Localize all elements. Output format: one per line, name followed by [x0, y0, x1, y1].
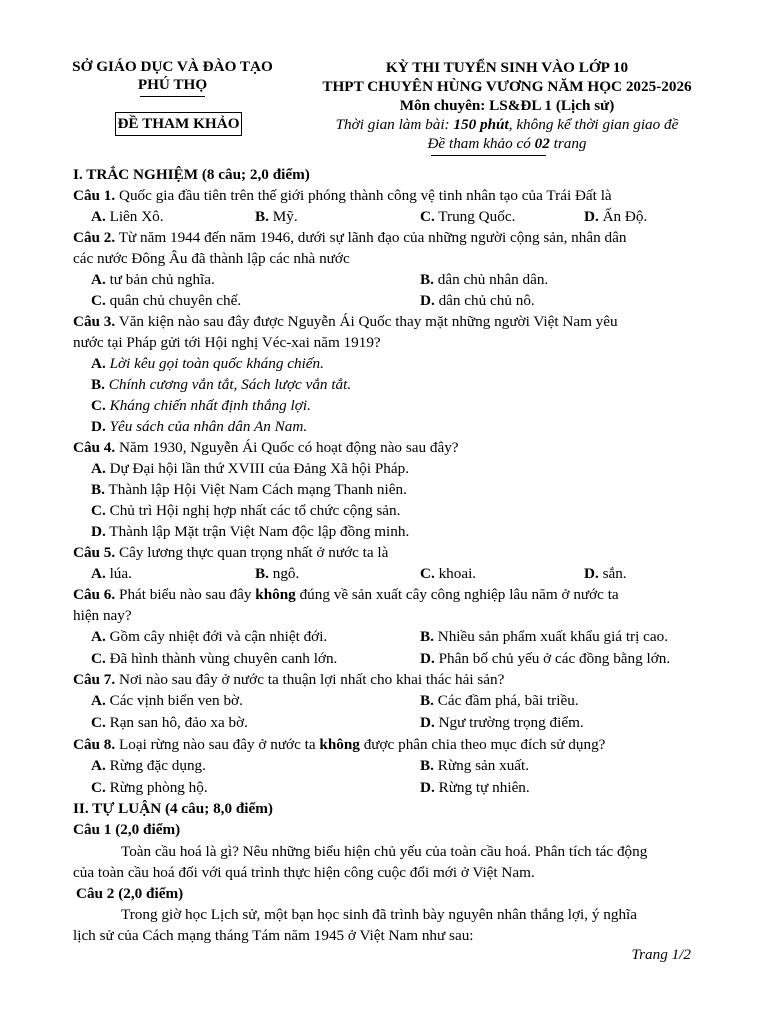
question-6: Câu 6. Phát biểu nào sau đây không đúng về sản xuất cây công nghiệp lâu năm ở nước ta [73, 586, 619, 603]
q4-option-d: D. Thành lập Mặt trận Việt Nam độc lập đồng minh. [91, 523, 410, 540]
page-number: Trang 1/2 [631, 946, 691, 963]
question-6-cont: hiện nay? [73, 607, 132, 624]
department-name: SỞ GIÁO DỤC VÀ ĐÀO TẠO [72, 58, 273, 75]
essay-question-1-line1: Toàn cầu hoá là gì? Nêu những biểu hiện chủ yếu của toàn cầu hoá. Phân tích tác động [121, 843, 648, 860]
question-7: Câu 7. Nơi nào sau đây ở nước ta thuận lợi nhất cho khai thác hải sản? [73, 671, 505, 688]
time-line: Thời gian làm bài: 150 phút, không kể thời gian giao đề [335, 116, 679, 133]
exam-header [286, 58, 728, 153]
department-header [60, 58, 285, 94]
essay-question-2-label: Câu 2 (2,0 điểm) [76, 885, 184, 902]
q6-option-d: D. Phân bố chủ yếu ở các đồng bằng lớn. [420, 650, 671, 667]
essay-question-1-line2: của toàn cầu hoá đối với quá trình thực hiện công cuộc đổi mới ở Việt Nam. [73, 864, 535, 881]
q2-option-c: C. quân chủ chuyên chế. [91, 292, 242, 309]
q3-option-b: B. Chính cương vắn tắt, Sách lược vắn tắt. [91, 376, 352, 393]
q6-option-c: C. Đã hình thành vùng chuyên canh lớn. [91, 650, 338, 667]
question-2: Câu 2. Từ năm 1944 đến năm 1946, dưới sự lãnh đạo của những người cộng sản, nhân dân [73, 229, 627, 246]
q1-option-b: B. Mỹ. [255, 208, 298, 225]
q3-option-d: D. Yêu sách của nhân dân An Nam. [91, 418, 308, 435]
province-name: PHÚ THỌ [137, 76, 208, 93]
subject-line: Môn chuyên: LS&ĐL 1 (Lịch sử) [399, 97, 615, 114]
q6-option-b: B. Nhiều sản phẩm xuất khẩu giá trị cao. [420, 628, 669, 645]
question-8: Câu 8. Loại rừng nào sau đây ở nước ta không được phân chia theo mục đích sử dụng? [73, 736, 606, 753]
q2-option-b: B. dân chủ nhân dân. [420, 271, 549, 288]
reference-exam-label: ĐỀ THAM KHẢO [115, 112, 242, 136]
q1-option-c: C. Trung Quốc. [420, 208, 516, 225]
q4-option-c: C. Chủ trì Hội nghị hợp nhất các tổ chức cộng sản. [91, 502, 401, 519]
school-line: THPT CHUYÊN HÙNG VƯƠNG NĂM HỌC 2025-2026 [322, 78, 692, 95]
q6-option-a: A. Gồm cây nhiệt đới và cận nhiệt đới. [91, 628, 328, 645]
part1-heading: I. TRẮC NGHIỆM (8 câu; 2,0 điểm) [73, 166, 310, 183]
q2-option-a: A. tư bản chủ nghĩa. [91, 271, 215, 288]
q3-option-c: C. Kháng chiến nhất định thắng lợi. [91, 397, 311, 414]
q5-option-d: D. sắn. [584, 565, 627, 582]
essay-question-1-label: Câu 1 (2,0 điểm) [73, 821, 181, 838]
question-1: Câu 1. Quốc gia đầu tiên trên thế giới phóng thành công vệ tinh nhân tạo của Trái Đất là [73, 187, 612, 204]
exam-title: KỲ THI TUYỂN SINH VÀO LỚP 10 [385, 59, 629, 76]
q5-option-c: C. khoai. [420, 565, 477, 582]
question-3-cont: nước tại Pháp gửi tới Hội nghị Véc-xai năm 1919? [73, 334, 381, 351]
q8-option-c: C. Rừng phòng hộ. [91, 779, 208, 796]
q8-option-d: D. Rừng tự nhiên. [420, 779, 530, 796]
q1-option-d: D. Ấn Độ. [584, 208, 648, 225]
question-4: Câu 4. Năm 1930, Nguyễn Ái Quốc có hoạt động nào sau đây? [73, 439, 459, 456]
q4-option-a: A. Dự Đại hội lần thứ XVIII của Đảng Xã hội Pháp. [91, 460, 410, 477]
q7-option-d: D. Ngư trường trọng điểm. [420, 714, 584, 731]
essay-question-2-line2: lịch sử của Cách mạng tháng Tám năm 1945 ở Việt Nam như sau: [73, 927, 474, 944]
question-5: Câu 5. Cây lương thực quan trọng nhất ở nước ta là [73, 544, 389, 561]
q7-option-b: B. Các đầm phá, bãi triều. [420, 692, 579, 709]
q5-option-a: A. lúa. [91, 565, 132, 582]
q7-option-c: C. Rạn san hô, đảo xa bờ. [91, 714, 248, 731]
pages-line: Đề tham khảo có 02 trang [427, 135, 587, 152]
q4-option-b: B. Thành lập Hội Việt Nam Cách mạng Thanh niên. [91, 481, 407, 498]
part2-heading: II. TỰ LUẬN (4 câu; 8,0 điểm) [73, 800, 273, 817]
essay-question-2-line1: Trong giờ học Lịch sử, một bạn học sinh đã trình bày nguyên nhân thắng lợi, ý nghĩa [121, 906, 637, 923]
q8-option-b: B. Rừng sản xuất. [420, 757, 530, 774]
q1-option-a: A. Liên Xô. [91, 208, 164, 225]
q2-option-d: D. dân chủ chủ nô. [420, 292, 535, 309]
q7-option-a: A. Các vịnh biển ven bờ. [91, 692, 243, 709]
q3-option-a: A. Lời kêu gọi toàn quốc kháng chiến. [91, 355, 324, 372]
question-2-cont: các nước Đông Âu đã thành lập các nhà nước [73, 250, 350, 267]
question-3: Câu 3. Văn kiện nào sau đây được Nguyễn Ái Quốc thay mặt những người Việt Nam yêu [73, 313, 618, 330]
q8-option-a: A. Rừng đặc dụng. [91, 757, 206, 774]
q5-option-b: B. ngô. [255, 565, 300, 582]
